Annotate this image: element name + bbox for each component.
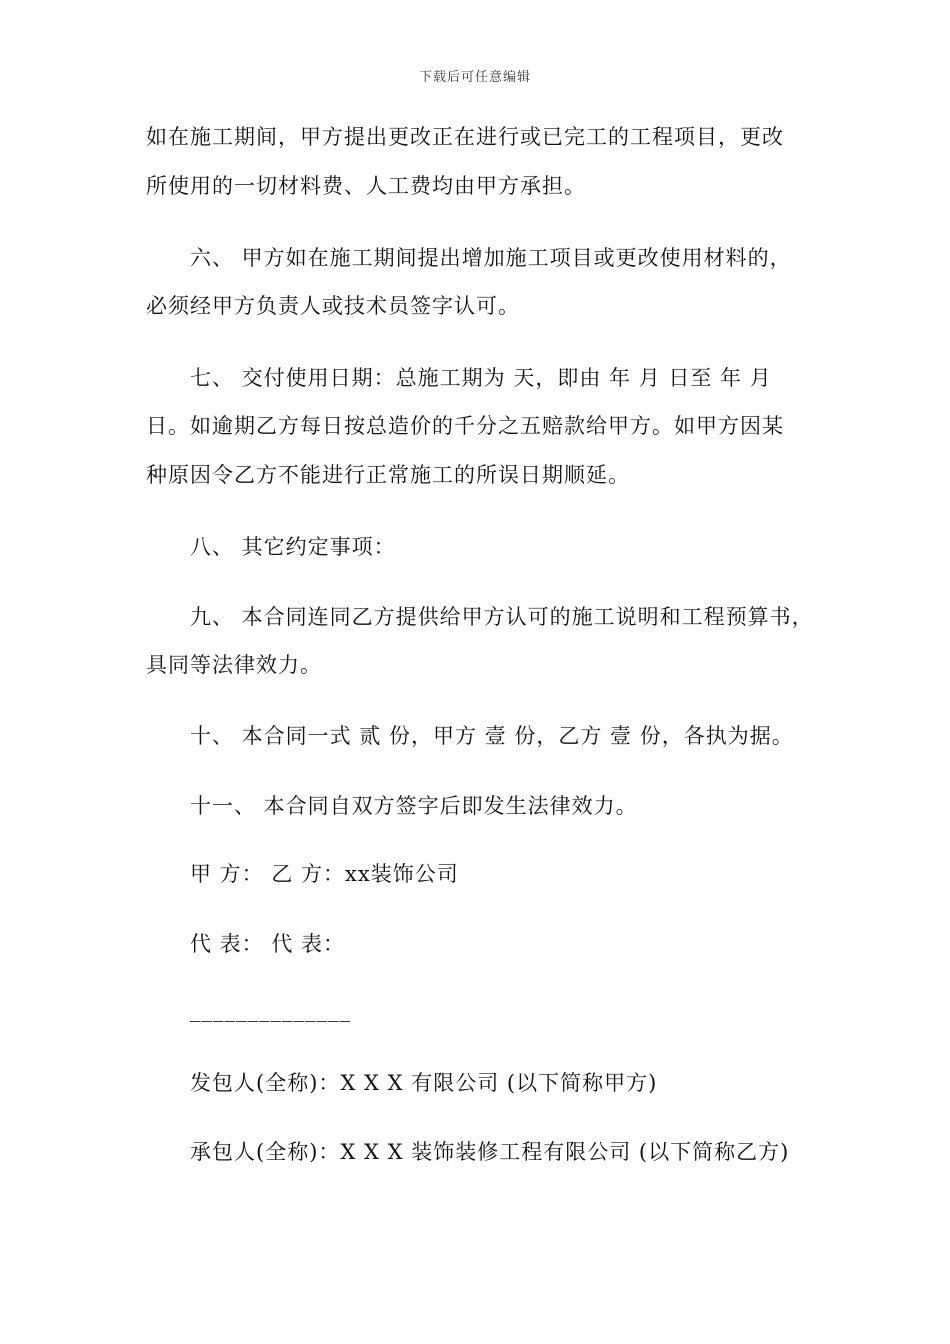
signature-parties: 甲 方： 乙 方：xx装饰公司	[190, 862, 459, 886]
signature-representatives: 代 表： 代 表：	[190, 932, 346, 956]
page-header: 下载后可任意编辑	[418, 70, 531, 85]
paragraph-line: 如在施工期间，甲方提出更改正在进行或已完工的工程项目，更改	[146, 125, 784, 149]
signature-divider: ______________	[190, 998, 351, 1022]
clause-seven-line: 七、 交付使用日期：总施工期为 天，即由 年 月 日至 年 月	[190, 366, 772, 390]
clause-six-line: 六、 甲方如在施工期间提出增加施工项目或更改使用材料的，	[190, 246, 792, 270]
clause-eleven: 十一、 本合同自双方签字后即发生法律效力。	[190, 794, 638, 818]
paragraph-line: 所使用的一切材料费、人工费均由甲方承担。	[146, 174, 586, 198]
contractor-a-line: 发包人(全称)：X X X 有限公司 (以下简称甲方)	[190, 1071, 658, 1095]
clause-nine-line: 具同等法律效力。	[146, 653, 322, 677]
clause-eight: 八、 其它约定事项：	[190, 535, 396, 559]
clause-nine-line: 九、 本合同连同乙方提供给甲方认可的施工说明和工程预算书，	[190, 605, 814, 629]
clause-ten: 十、 本合同一式 贰 份，甲方 壹 份，乙方 壹 份，各执为据。	[190, 724, 794, 748]
clause-seven-line: 日。如逾期乙方每日按总造价的千分之五赔款给甲方。如甲方因某	[146, 414, 784, 438]
contractor-b-line: 承包人(全称)：X X X 装饰装修工程有限公司 (以下简称乙方)	[190, 1140, 790, 1164]
clause-seven-line: 种原因令乙方不能进行正常施工的所误日期顺延。	[146, 463, 630, 487]
clause-six-line: 必须经甲方负责人或技术员签字认可。	[146, 294, 520, 318]
